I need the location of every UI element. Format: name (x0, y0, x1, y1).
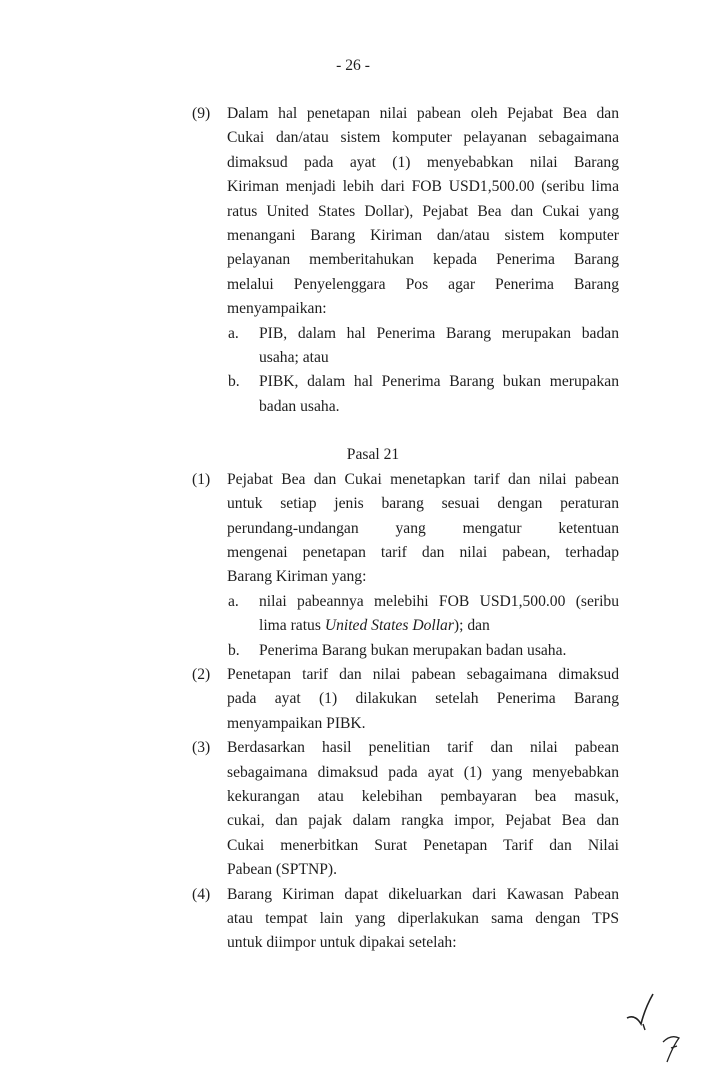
line-text: Barang Kiriman yang: (227, 568, 367, 586)
paragraph-item (0, 736, 706, 882)
line-text: Barang Kiriman dapat dikeluarkan dari Kawasan Pabean (227, 885, 619, 903)
text-line (0, 541, 706, 565)
text-line (0, 834, 706, 858)
paragraph-item (0, 663, 706, 736)
item-number: (4) (192, 885, 211, 903)
item-number: (9) (192, 105, 211, 122)
line-text: atau tempat lain yang diperlakukan sama dengan TPS (227, 909, 619, 927)
sub-item (0, 370, 706, 419)
text-line (0, 200, 706, 224)
line-text: dimaksud pada ayat (1) menyebabkan nilai Barang (227, 153, 619, 171)
line-text: Penerima Barang bukan merupakan badan usaha. (259, 641, 567, 659)
pasal-title: Pasal 21 (346, 446, 400, 464)
line-text: lima ratus United States Dollar); dan (259, 617, 490, 635)
text-line (0, 517, 706, 541)
line-text: perundang-undangan yang mengatur ketentuan (227, 519, 619, 537)
line-text: Pabean (SPTNP). (227, 861, 338, 879)
text-line (0, 663, 706, 687)
text-line (0, 492, 706, 516)
line-text: PIBK, dalam hal Penerima Barang bukan merupakan (259, 373, 619, 391)
text-line (0, 590, 706, 614)
line-text: Kiriman menjadi lebih dari FOB USD1,500.00 (seribu lima (227, 178, 619, 196)
text-line (0, 151, 706, 175)
line-text: ratus United States Dollar), Pejabat Bea dan Cukai yang (227, 202, 619, 220)
line-text: menyampaikan: (227, 300, 327, 318)
line-text: Penetapan tarif dan nilai pabean sebagaimana dimaksud (227, 665, 619, 683)
paragraph-item (0, 468, 706, 590)
line-text: melalui Penyelenggara Pos agar Penerima Barang (227, 275, 619, 293)
line-text: menangani Barang Kiriman dan/atau sistem komputer (227, 226, 619, 244)
text-line (0, 395, 706, 419)
paraf-initials (615, 990, 695, 1070)
text-line (0, 858, 706, 882)
line-text: PIB, dalam hal Penerima Barang merupakan badan (259, 324, 619, 342)
italic-term: United States Dollar (324, 617, 454, 635)
line-text: pada ayat (1) dilakukan setelah Penerima Barang (227, 690, 619, 708)
sub-item (0, 590, 706, 639)
line-text: nilai pabeannya melebihi FOB USD1,500.00 (seribu (259, 592, 619, 610)
line-text: pelayanan memberitahukan kepada Penerima Barang (227, 251, 619, 269)
line-text: mengenai penetapan tarif dan nilai pabean, terhadap (227, 544, 619, 562)
document-body (0, 102, 706, 956)
text-line (0, 614, 706, 638)
paragraph-item (0, 102, 706, 322)
text-line (0, 639, 706, 663)
section-heading (0, 443, 706, 467)
text-line (0, 785, 706, 809)
line-text: untuk setiap jenis barang sesuai dengan peraturan (227, 495, 619, 513)
text-line (0, 370, 706, 394)
line-text: Cukai dan/atau sistem komputer pelayanan sebagaimana (227, 129, 619, 147)
text-line (0, 687, 706, 711)
line-text: Pejabat Bea dan Cukai menetapkan tarif dan nilai pabean (227, 470, 619, 488)
text-line (0, 907, 706, 931)
sub-item-letter: a. (228, 592, 239, 610)
line-text: untuk diimpor untuk dipakai setelah: (227, 934, 457, 952)
text-line (0, 175, 706, 199)
sub-item-letter: b. (228, 373, 240, 391)
text-line (0, 712, 706, 736)
item-number: (3) (192, 739, 211, 757)
line-text: usaha; atau (259, 348, 329, 366)
sub-item (0, 639, 706, 663)
line-text: Dalam hal penetapan nilai pabean oleh Pejabat Bea dan (227, 105, 619, 122)
sub-item-letter: b. (228, 641, 240, 659)
text-line (0, 297, 706, 321)
text-line (0, 224, 706, 248)
line-text: Cukai menerbitkan Surat Penetapan Tarif dan Nilai (227, 836, 619, 854)
text-line (0, 809, 706, 833)
text-line (0, 346, 706, 370)
sub-item-letter: a. (228, 324, 239, 342)
text-line (0, 322, 706, 346)
paragraph-item (0, 883, 706, 956)
page-number: - 26 - (336, 57, 370, 74)
line-text: cukai, dan pajak dalam rangka impor, Pejabat Bea dan (227, 812, 619, 830)
line-text: Berdasarkan hasil penelitian tarif dan nilai pabean (227, 739, 619, 757)
sub-item (0, 322, 706, 371)
text-line (0, 102, 706, 126)
line-text: sebagaimana dimaksud pada ayat (1) yang menyebabkan (227, 763, 619, 781)
text-line (0, 883, 706, 907)
item-number: (2) (192, 665, 211, 683)
text-line (0, 931, 706, 955)
line-text: badan usaha. (259, 397, 340, 415)
text-line (0, 273, 706, 297)
text-line (0, 565, 706, 589)
line-text: menyampaikan PIBK. (227, 714, 366, 732)
item-number: (1) (192, 470, 211, 488)
text-line (0, 736, 706, 760)
blank-line (0, 419, 706, 443)
text-line (0, 468, 706, 492)
text-line (0, 761, 706, 785)
line-text: kekurangan atau kelebihan pembayaran bea masuk, (227, 787, 619, 805)
text-line (0, 248, 706, 272)
text-line (0, 126, 706, 150)
